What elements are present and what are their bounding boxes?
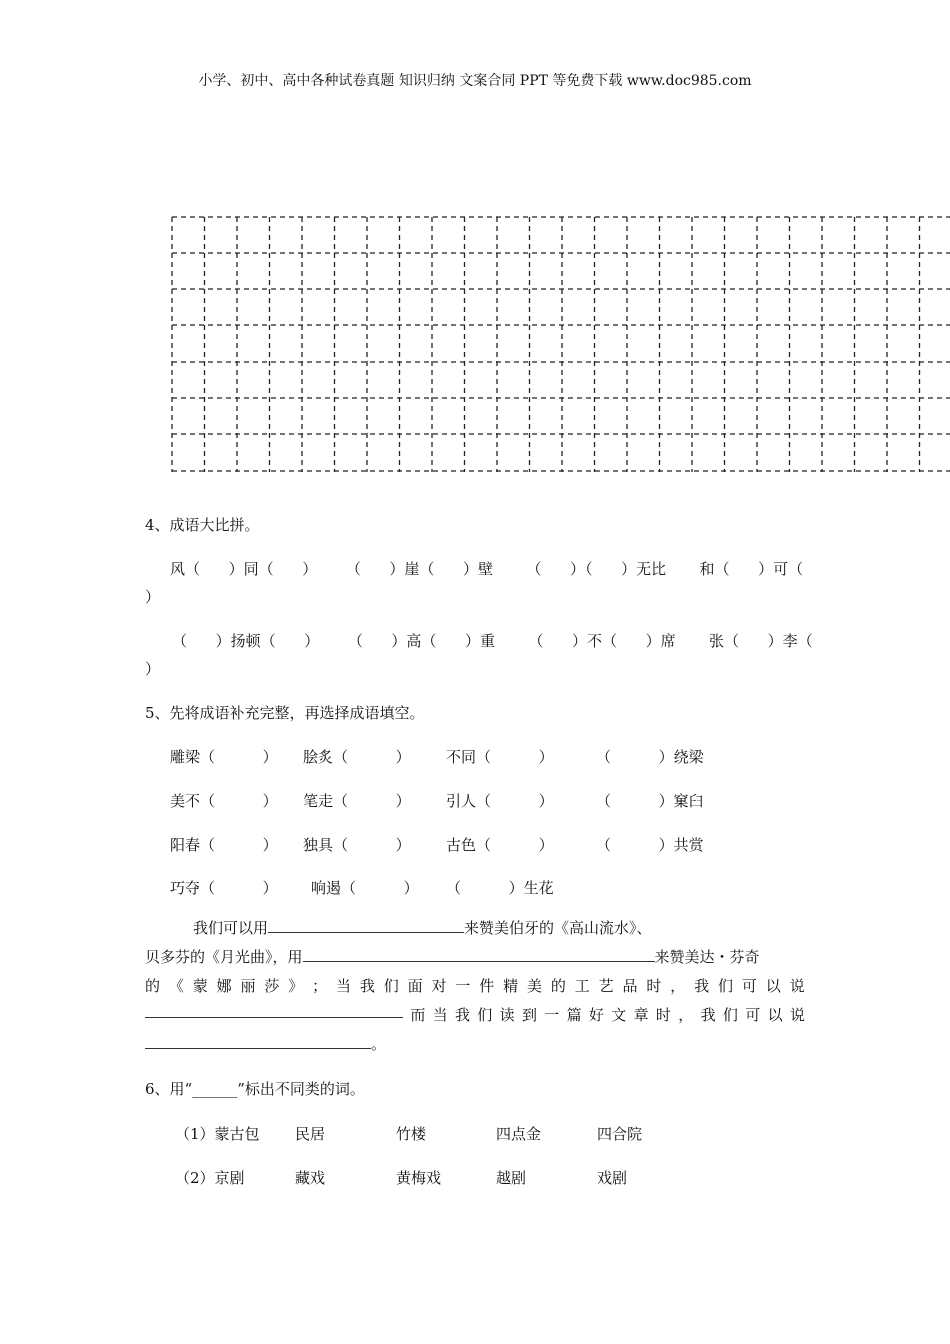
para-char: 可: [745, 1006, 761, 1024]
idiom-blank[interactable]: 响遏（ ）: [311, 879, 419, 897]
para-char: 时: [655, 1006, 671, 1024]
para-char: 们: [722, 1006, 738, 1024]
para-char: 精: [503, 977, 519, 995]
para-line-3: [145, 972, 805, 1001]
para-char: 的: [550, 977, 566, 995]
word-option[interactable]: 戏剧: [597, 1169, 628, 1187]
para-char: 的: [145, 977, 161, 995]
q4-line-1-end: ）: [145, 588, 161, 606]
idiom-blank[interactable]: （ ）绕梁: [596, 748, 704, 766]
writing-grid[interactable]: [171, 216, 950, 472]
idiom-blank[interactable]: 阳春（ ）: [170, 836, 278, 854]
para-char: 以: [765, 977, 781, 995]
para-char: 而: [410, 1006, 426, 1024]
para-char: 一: [544, 1006, 560, 1024]
q4-line-2-end: ）: [145, 660, 161, 678]
para-char: 我: [694, 977, 710, 995]
q5-title: 5、先将成语补充完整，再选择成语填空。: [145, 704, 425, 722]
para-char: 以: [767, 1006, 783, 1024]
q4-line-2[interactable]: （ ）扬顿（ ） （ ）高（ ）重 （ ）不（ ）席 张（ ）李（: [172, 632, 813, 650]
para-char: 》: [288, 977, 304, 995]
idiom-blank[interactable]: 美不（ ）: [170, 792, 278, 810]
idiom-blank[interactable]: 引人（ ）: [446, 792, 554, 810]
idiom-blank[interactable]: 不同（ ）: [446, 748, 554, 766]
para-char: 读: [499, 1006, 515, 1024]
idiom-blank[interactable]: （ ）生花: [446, 879, 554, 897]
para-text: 来赞美达・芬奇: [654, 948, 760, 966]
para-char: 件: [479, 977, 495, 995]
para-text: 来赞美伯牙的《高山流水》、: [464, 919, 652, 937]
para-char: 当: [432, 1006, 448, 1024]
para-char: 我: [454, 1006, 470, 1024]
idiom-blank[interactable]: 巧夺（ ）: [170, 879, 278, 897]
para-char: 章: [633, 1006, 649, 1024]
idiom-blank[interactable]: 雕梁（ ）: [170, 748, 278, 766]
para-char: 们: [718, 977, 734, 995]
para-char: 到: [521, 1006, 537, 1024]
page-header: 小学、初中、高中各种试卷真题 知识归纳 文案合同 PPT 等免费下载 www.doc985.com: [198, 73, 752, 89]
para-text: 。: [371, 1035, 387, 1053]
para-char: 文: [611, 1006, 627, 1024]
word-option[interactable]: 四合院: [597, 1125, 643, 1143]
idiom-blank[interactable]: 笔走（ ）: [303, 792, 411, 810]
para-char: 蒙: [192, 977, 208, 995]
q4-line-1[interactable]: 风（ ）同（ ） （ ）崖（ ）壁 （ ）（ ）无比 和（ ）可（: [170, 560, 804, 578]
para-char: 艺: [598, 977, 614, 995]
para-char: 丽: [240, 977, 256, 995]
para-char: 篇: [566, 1006, 582, 1024]
para-char: 美: [527, 977, 543, 995]
word-option[interactable]: 竹楼: [396, 1125, 427, 1143]
q4-title: 4、成语大比拼。: [145, 516, 260, 534]
para-char: 《: [168, 977, 184, 995]
para-char: ，: [678, 1006, 694, 1024]
para-text: 我们可以用: [193, 919, 269, 937]
idiom-blank[interactable]: 独具（ ）: [303, 836, 411, 854]
para-char: 说: [789, 1006, 805, 1024]
word-option[interactable]: 藏戏: [295, 1169, 326, 1187]
para-char: 时: [646, 977, 662, 995]
para-char: ；: [312, 977, 328, 995]
para-char: 好: [588, 1006, 604, 1024]
answer-blank[interactable]: [303, 945, 655, 962]
para-char: 对: [431, 977, 447, 995]
para-char: 当: [336, 977, 352, 995]
para-char: 我: [359, 977, 375, 995]
para-char: 品: [622, 977, 638, 995]
answer-blank[interactable]: [268, 916, 464, 933]
para-char: 一: [455, 977, 471, 995]
para-char: 娜: [216, 977, 232, 995]
word-option[interactable]: 黄梅戏: [396, 1169, 442, 1187]
q6-title: 6、用“______”标出不同类的词。: [145, 1080, 365, 1098]
answer-blank[interactable]: [145, 1001, 403, 1018]
word-option[interactable]: （2）京剧: [175, 1169, 245, 1187]
word-option[interactable]: 四点金: [496, 1125, 542, 1143]
word-option[interactable]: 民居: [295, 1125, 326, 1143]
para-char: ，: [670, 977, 686, 995]
word-option[interactable]: 越剧: [496, 1169, 527, 1187]
idiom-blank[interactable]: （ ）共赏: [596, 836, 704, 854]
q5-paragraph: [145, 914, 805, 1059]
para-char: 们: [477, 1006, 493, 1024]
para-char: 面: [407, 977, 423, 995]
para-char: 可: [741, 977, 757, 995]
answer-blank[interactable]: [145, 1032, 371, 1049]
para-char: 莎: [264, 977, 280, 995]
para-text: 贝多芬的《月光曲》，用: [145, 948, 303, 966]
grid-svg: [171, 216, 950, 472]
para-char: 工: [574, 977, 590, 995]
para-char: 说: [789, 977, 805, 995]
idiom-blank[interactable]: 古色（ ）: [446, 836, 554, 854]
para-char: 我: [700, 1006, 716, 1024]
idiom-blank[interactable]: （ ）窠臼: [596, 792, 704, 810]
idiom-blank[interactable]: 脍炙（ ）: [303, 748, 411, 766]
word-option[interactable]: （1）蒙古包: [175, 1125, 260, 1143]
para-line-4: [145, 1001, 805, 1030]
para-char: 们: [383, 977, 399, 995]
